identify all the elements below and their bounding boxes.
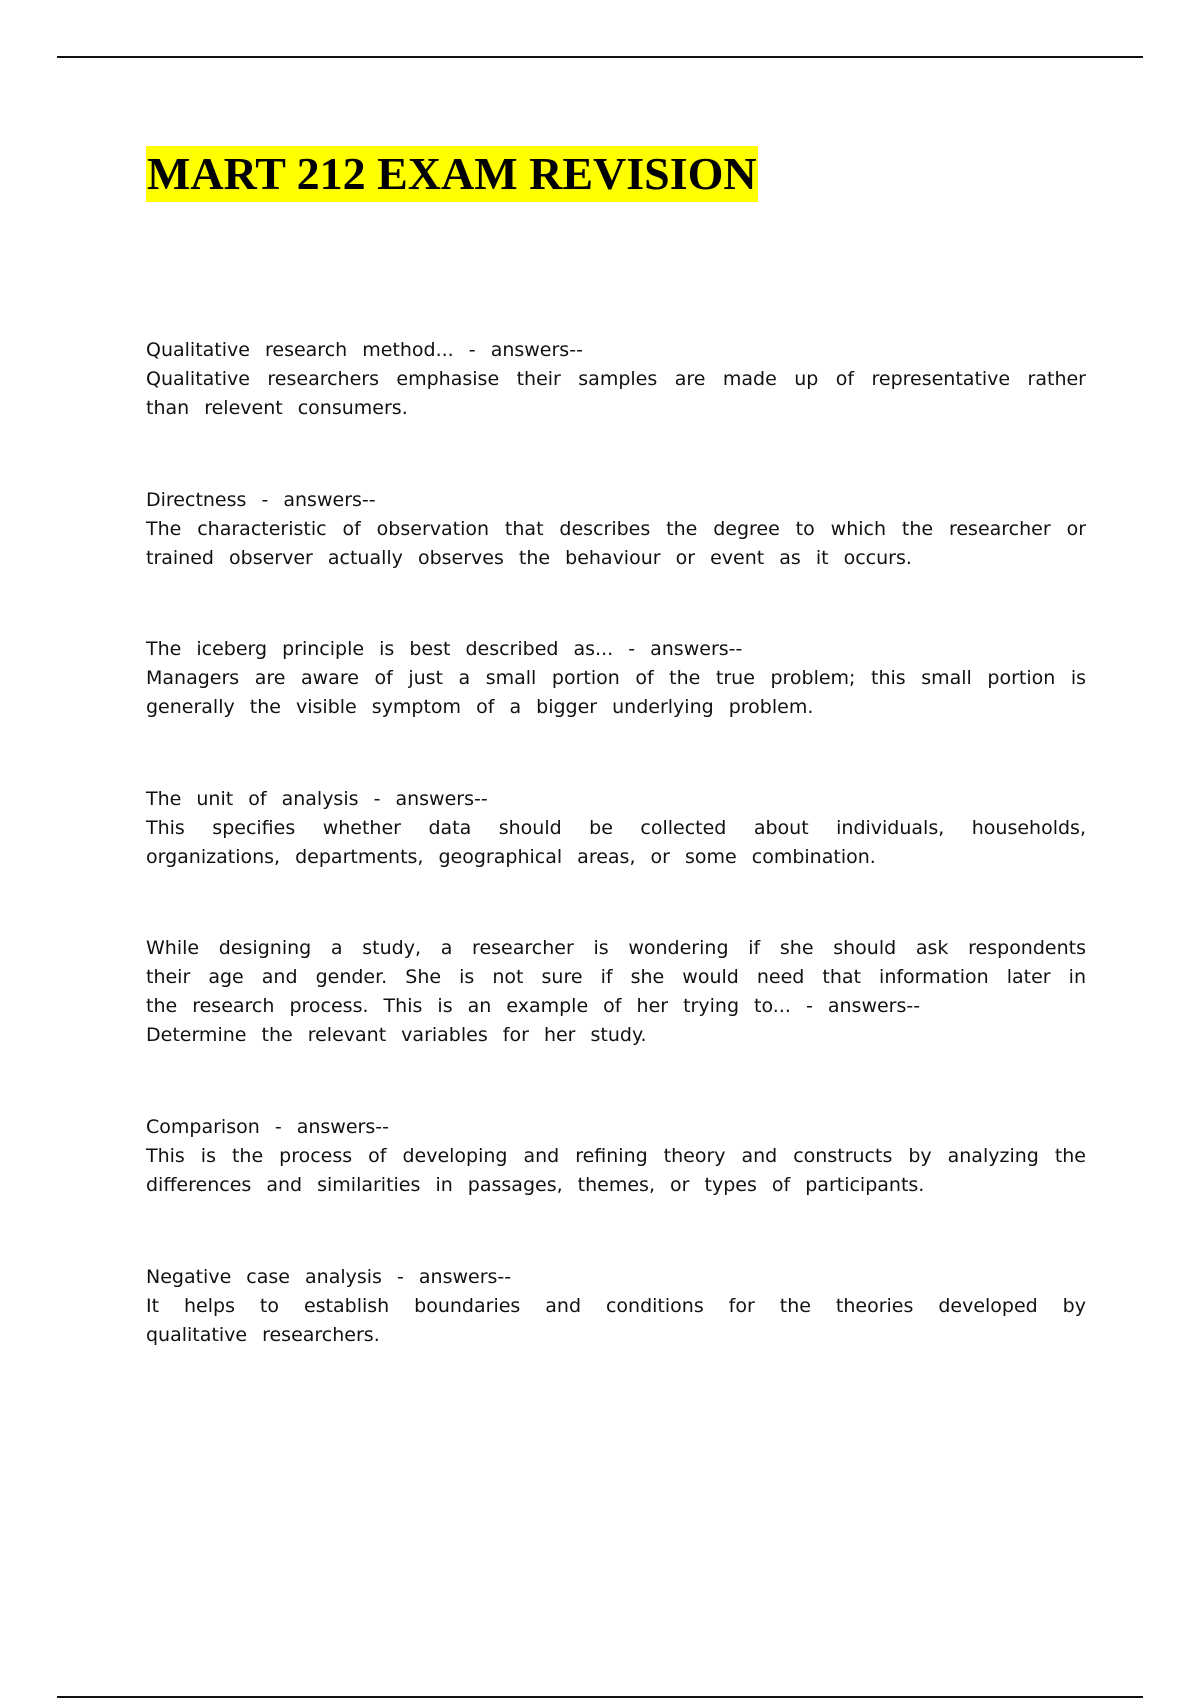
question-line: [146, 1263, 1086, 1292]
answer-marker: answers--: [283, 488, 376, 511]
question-text: The unit of analysis: [146, 787, 359, 810]
answer-text: This is the process of developing and refining theory and constructs by analyzing the differences and similarities in passages, themes, or types of participants.: [146, 1145, 1086, 1196]
answer-marker: answers--: [418, 1265, 512, 1288]
title-block: [146, 146, 758, 202]
separator: -: [468, 339, 476, 361]
answer-marker: answers--: [490, 339, 583, 361]
question-text: The iceberg principle is best described as...: [146, 638, 614, 660]
qa-item: [146, 1263, 1086, 1413]
question-line: [146, 336, 1086, 365]
question-text: Qualitative research method...: [146, 339, 454, 361]
answer-text: Qualitative researchers emphasise their samples are made up of representative rather than relevent consumers.: [146, 368, 1086, 419]
qa-item: [146, 934, 1086, 1113]
answer-text: Determine the relevant variables for her study.: [146, 1024, 647, 1046]
answer-marker: answers--: [650, 638, 743, 660]
qa-item: [146, 1113, 1086, 1263]
document-title: MART 212 EXAM REVISION: [146, 146, 758, 202]
top-rule: [57, 56, 1143, 58]
question-text: Directness: [146, 488, 247, 511]
separator: -: [628, 638, 636, 660]
separator: -: [805, 995, 813, 1017]
question-text: Comparison: [146, 1116, 260, 1138]
separator: -: [274, 1116, 282, 1138]
answer-text: The characteristic of observation that describes the degree to which the researcher or trained observer actually observes the behaviour or event as it occurs.: [146, 517, 1086, 569]
qa-item: [146, 635, 1086, 785]
qa-list: [146, 336, 1086, 1412]
separator: -: [261, 488, 269, 511]
answer-text: Managers are aware of just a small portion of the true problem; this small portion is generally the visible symptom of a bigger underlying problem.: [146, 667, 1086, 718]
qa-item: [146, 336, 1086, 486]
qa-item: [146, 486, 1086, 636]
separator: -: [373, 787, 381, 810]
answer-marker: answers--: [395, 787, 488, 810]
answer-marker: answers--: [827, 995, 921, 1017]
question-text: While designing a study, a researcher is wondering if she should ask respondents their age and gender. She is not sure if she would need that information later in the research process. This is an example of her trying to...: [146, 937, 1086, 1017]
answer-text: It helps to establish boundaries and conditions for the theories developed by qualitative researchers.: [146, 1294, 1086, 1346]
question-line: [146, 785, 1086, 814]
question-line: [146, 486, 1086, 515]
question-text: Negative case analysis: [146, 1265, 382, 1288]
question-line: [146, 934, 1086, 1021]
qa-item: [146, 785, 1086, 935]
separator: -: [397, 1265, 404, 1288]
question-line: [146, 635, 1086, 664]
answer-text: This specifies whether data should be collected about individuals, households, organizations, departments, geographical areas, or some combination.: [146, 816, 1086, 868]
answer-marker: answers--: [296, 1116, 389, 1138]
question-line: [146, 1113, 1086, 1142]
bottom-rule: [57, 1696, 1143, 1698]
